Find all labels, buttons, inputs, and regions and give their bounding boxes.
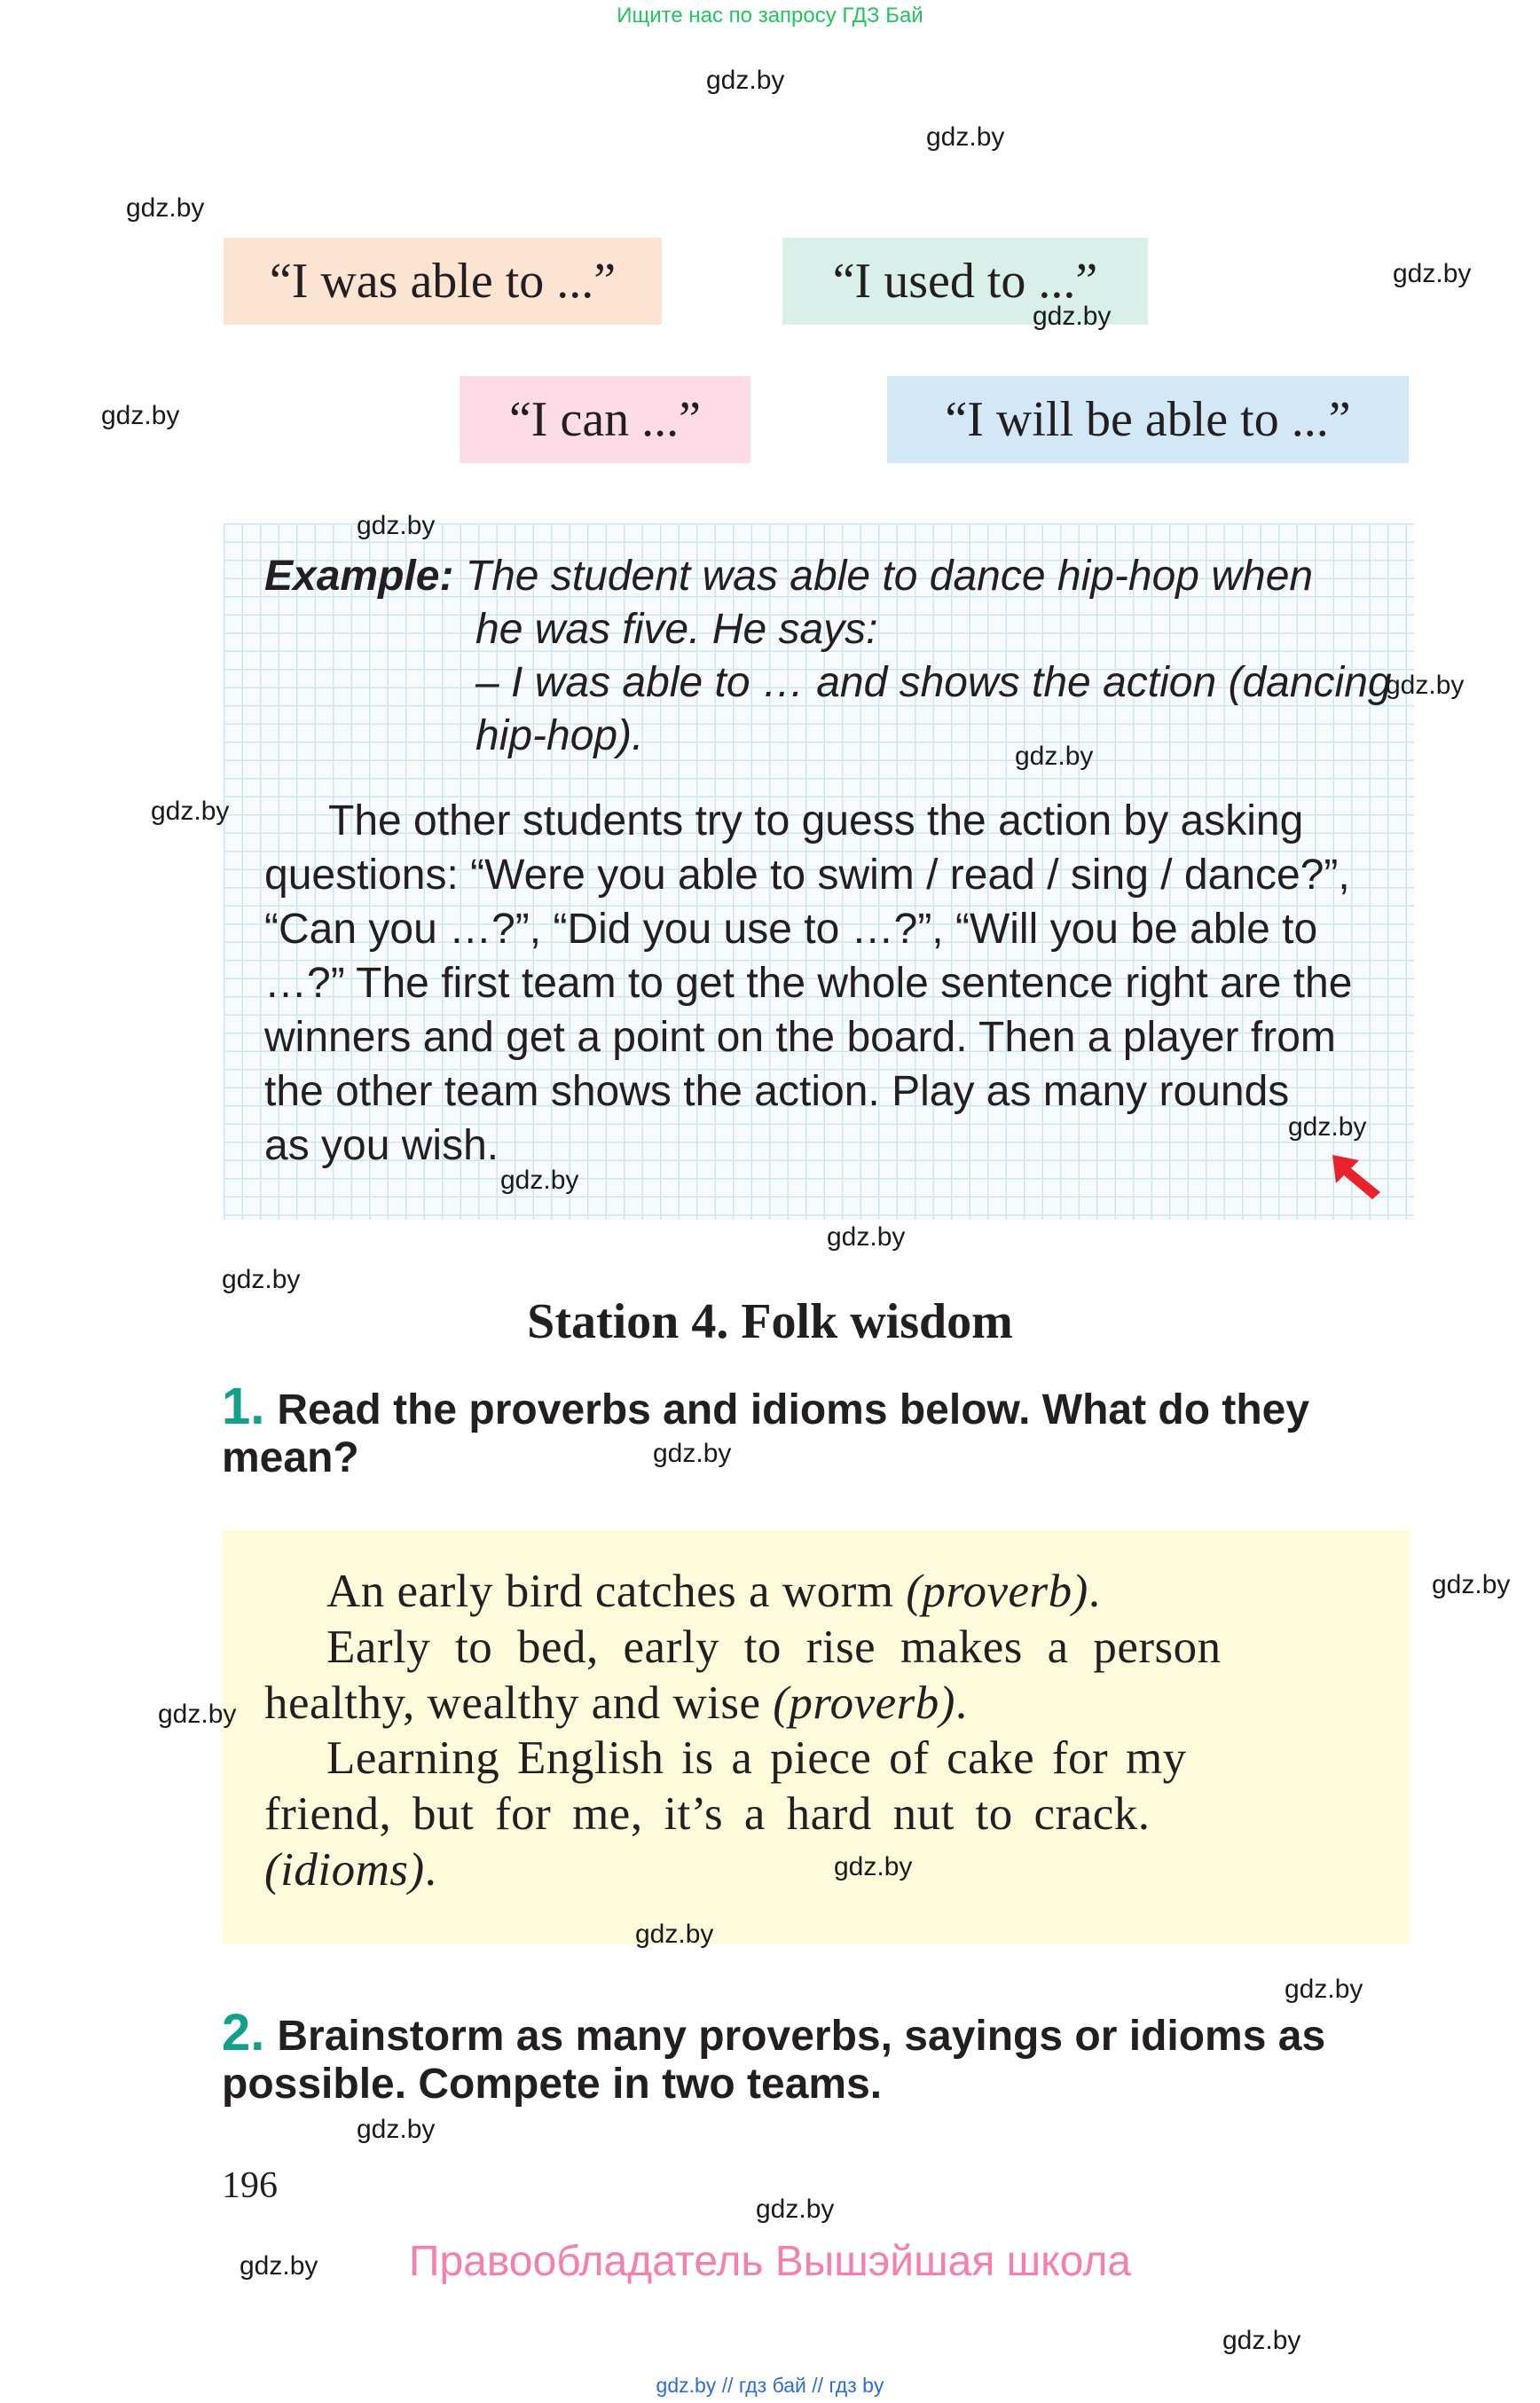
example-line-1: [264, 552, 1313, 601]
watermark: gdz.by: [926, 122, 1005, 152]
watermark: gdz.by: [635, 1920, 714, 1949]
rights-holder: Правообладатель Вышэйшая школа: [408, 2238, 1132, 2285]
watermark: gdz.by: [357, 2115, 436, 2144]
task-text: Read the proverbs and idioms below. What do they: [277, 1386, 1310, 1433]
phrase-box-was-able-to: [224, 238, 662, 325]
phrase-box-will-be-able-to: [887, 376, 1409, 463]
example-line-3: – I was able to … and shows the action (dancing: [475, 659, 1392, 706]
watermark: gdz.by: [756, 2195, 835, 2224]
proverb-1: [326, 1565, 1101, 1618]
phrase-box-can: [460, 376, 750, 463]
watermark: gdz.by: [222, 1265, 301, 1294]
watermark: gdz.by: [834, 1852, 913, 1881]
watermark: gdz.by: [1033, 302, 1112, 331]
watermark: gdz.by: [1288, 1112, 1367, 1142]
proverb-3-line-3: [264, 1843, 436, 1896]
page-number: 196: [222, 2165, 278, 2206]
watermark: gdz.by: [706, 66, 785, 95]
task-number: 1.: [222, 1378, 265, 1435]
example-line-4: hip-hop).: [475, 712, 644, 759]
watermark: gdz.by: [1393, 259, 1472, 288]
watermark: gdz.by: [1015, 742, 1094, 771]
proverb-note: (proverb): [906, 1566, 1088, 1617]
watermark: gdz.by: [126, 193, 205, 223]
station-title: Station 4. Folk wisdom: [527, 1294, 1013, 1349]
watermark: gdz.by: [158, 1700, 237, 1729]
watermark: gdz.by: [240, 2251, 318, 2281]
task-1-line-1: [222, 1377, 1309, 1436]
proverb-end: .: [1088, 1566, 1101, 1617]
watermark: gdz.by: [1432, 1570, 1511, 1599]
phrase-text: “I was able to ...”: [269, 254, 617, 309]
proverb-text: An early bird catches a worm: [326, 1566, 907, 1617]
footer-links[interactable]: gdz.by // гдз бай // гдз by: [656, 2374, 884, 2397]
game-text-line: as you wish.: [264, 1122, 499, 1169]
proverb-3-line-1: Learning English is a piece of cake for my: [326, 1732, 1187, 1784]
watermark: gdz.by: [500, 1166, 579, 1195]
phrase-text: “I can ...”: [508, 392, 702, 447]
task-number: 2.: [222, 2004, 265, 2061]
proverb-2-line-1: Early to bed, early to rise makes a person: [326, 1622, 1222, 1673]
proverb-text: healthy, wealthy and wise: [264, 1677, 774, 1729]
watermark: gdz.by: [653, 1439, 732, 1468]
task-2-line-1: [222, 2003, 1325, 2062]
example-text: The student was able to dance hip-hop when: [465, 553, 1314, 600]
game-text-line: winners and get a point on the board. Then a player from: [264, 1014, 1336, 1061]
proverb-3-line-2: friend, but for me, it’s a hard nut to crack.: [264, 1788, 1151, 1840]
task-2-line-2: possible. Compete in two teams.: [222, 2061, 883, 2108]
watermark: gdz.by: [151, 797, 230, 826]
game-text-line: …?” The first team to get the whole sentence right are the: [264, 960, 1353, 1007]
example-label: Example:: [264, 553, 454, 600]
task-text: Brainstorm as many proverbs, sayings or idioms as: [277, 2013, 1326, 2060]
watermark: gdz.by: [1222, 2326, 1301, 2355]
proverb-2-line-2: [264, 1677, 968, 1730]
proverb-end: .: [424, 1844, 437, 1896]
watermark: gdz.by: [827, 1222, 906, 1252]
proverb-note: (proverb): [773, 1677, 955, 1729]
red-arrow-icon: [1329, 1151, 1386, 1203]
top-banner[interactable]: Ищите нас по запросу ГДЗ Бай: [617, 4, 923, 27]
game-text-line: “Can you …?”, “Did you use to …?”, “Will you be able to: [264, 906, 1318, 953]
proverb-end: .: [955, 1677, 968, 1729]
example-line-2: he was five. He says:: [475, 606, 878, 653]
task-1-line-2: mean?: [222, 1434, 359, 1481]
game-text-line: the other team shows the action. Play as many rounds: [264, 1068, 1290, 1115]
watermark: gdz.by: [101, 401, 180, 430]
phrase-text: “I will be able to ...”: [945, 392, 1351, 447]
proverb-note: (idioms): [264, 1844, 425, 1896]
watermark: gdz.by: [357, 511, 436, 540]
game-text-line: questions: “Were you able to swim / read / sing / dance?”,: [264, 852, 1350, 899]
watermark: gdz.by: [1386, 671, 1465, 700]
phrase-text: “I used to ...”: [832, 254, 1098, 309]
watermark: gdz.by: [1285, 1975, 1363, 2004]
game-text-line: The other students try to guess the action by asking: [328, 797, 1304, 844]
